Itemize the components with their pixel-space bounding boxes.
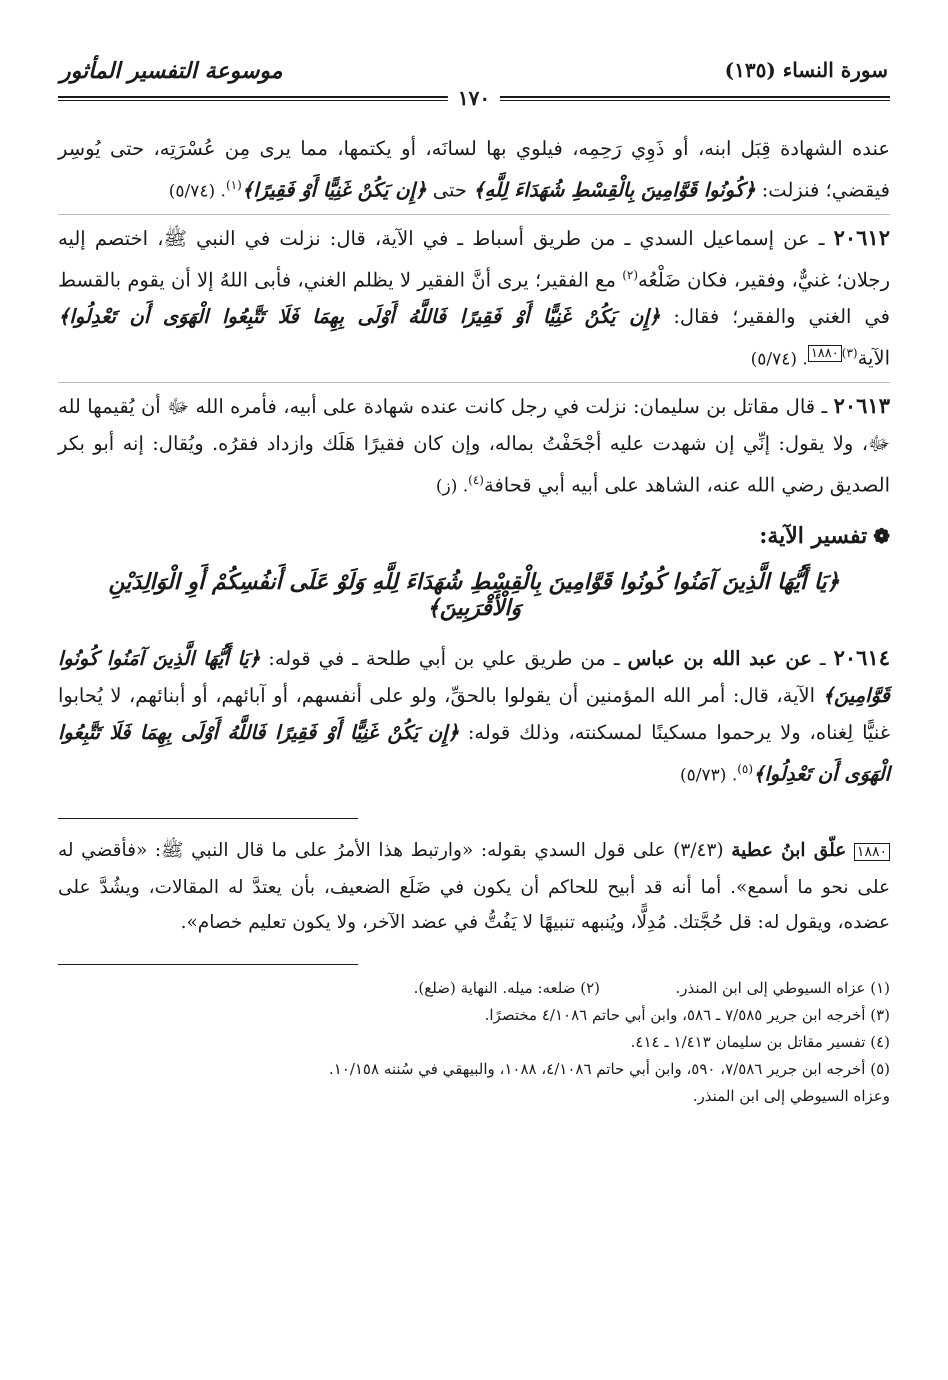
footnote-separator-wrap	[58, 940, 890, 975]
note-separator	[58, 818, 358, 819]
footnote-marker: (٤)	[468, 472, 484, 487]
paragraph-text: الآية	[857, 346, 890, 370]
footnote-separator	[58, 964, 358, 965]
narration-dash: ـ	[809, 226, 834, 250]
page-header	[58, 56, 890, 110]
footnote-3: (٣) أخرجه ابن جرير ٧/٥٨٥ ـ ٥٨٦، وابن أبي حاتم ٤/١٠٨٦ مختصرًا.	[484, 1005, 890, 1024]
note-separator-wrap	[58, 798, 890, 833]
note-text: (٣/٤٣) على قول السدي بقوله: «وارتبط هذا الأمرُ على ما قال النبي ﷺ: «فأقضي له على نحو ما أسمع». أما أنه قد أبيح للحاكم أن يكون في ضَلَع الضعيف، بأن يعتدَّ له المقالات، ويشُدَّ على عضده، ويقول له: قل حُجَّتك. مُدِلًّا، ويُنبهه تنبيهًا لا يَفُتُّ في عضد الآخر، ولا يكون تعليم خصام».	[58, 839, 890, 933]
quran-quote: ﴿إِن يَكُنْ غَنِيًّا أَوْ فَقِيرًا فَاللَّهُ أَوْلَى بِهِمَا فَلَا تَتَّبِعُوا الْهَوَى أَن تَعْدِلُوا﴾	[58, 305, 661, 328]
volume-reference: . (٥/٧٤)	[168, 181, 226, 202]
quran-quote: ﴿إِن يَكُنْ غَنِيًّا أَوْ فَقِيرًا فَاللَّهُ أَوْلَى بِهِمَا فَلَا تَتَّبِعُوا الْهَوَى أَن تَعْدِلُوا﴾	[58, 721, 890, 786]
paragraph-text: عنده الشهادة قِبَل ابنه، أو ذَوِي رَحِمِه، فيلوي بها لسانَه، أو يكتمها، مما يرى مِن عُسْرَتِه، حتى يُوسِر فيقضي؛ فنزلت:	[58, 137, 890, 202]
footnote-2: (٢) ضلعه: ميله. النهاية (ضلع).	[413, 978, 600, 997]
footnote-1: (١) عزاه السيوطي إلى ابن المنذر.	[675, 978, 890, 997]
footnote-5: (٥) أخرجه ابن جرير ٧/٥٨٦، ٥٩٠، وابن أبي حاتم ٤/١٠٨٦، ١٠٨٨، والبيهقي في سُننه ١٠/١٥٨.	[328, 1059, 890, 1078]
section-title: تفسير الآية:	[759, 523, 868, 549]
narration-number: ٢٠٦١٣	[833, 392, 890, 418]
scholar-note	[58, 833, 890, 940]
main-content	[58, 130, 890, 1110]
quran-quote: ﴿كُونُوا قَوَّامِينَ بِالْقِسْطِ شُهَدَاءَ لِلَّهِ﴾	[473, 178, 756, 202]
narration-20613	[58, 382, 890, 506]
footnote-4: (٤) تفسير مقاتل بن سليمان ١/٤١٣ ـ ٤١٤.	[630, 1032, 890, 1051]
paragraph-continuation	[58, 130, 890, 211]
narration-number: ٢٠٦١٢	[833, 224, 890, 250]
quran-quote: ﴿يَا أَيُّهَا الَّذِينَ آمَنُوا كُونُوا قَوَّامِينَ﴾	[58, 647, 890, 707]
book-title: موسوعة التفسير المأثور	[60, 58, 283, 84]
page-number: ١٧٠	[448, 86, 500, 110]
quran-quote: ﴿إِن يَكُنْ غَنِيًّا أَوْ فَقِيرًا﴾	[241, 178, 427, 202]
note-marker-box: ١٨٨٠	[854, 843, 890, 861]
narration-20612	[58, 214, 890, 379]
narration-dash: ـ	[811, 647, 834, 670]
footnote-marker: (١)	[225, 178, 242, 192]
volume-reference: . (ز)	[435, 476, 469, 496]
narrator-source: عن إسماعيل السدي	[639, 226, 810, 250]
volume-reference: . (٥/٧٣)	[680, 765, 738, 786]
surah-title: سورة النساء (١٣٥)	[724, 58, 888, 82]
footnote-marker: (٥)	[737, 762, 754, 776]
narration-dash: ـ	[815, 394, 834, 418]
paragraph-text: ـ من طريق علي بن أبي طلحة ـ في قوله:	[268, 647, 628, 670]
note-marker-box: ١٨٨٠	[808, 345, 842, 362]
note-lead: علّق ابنُ عطية	[731, 839, 847, 861]
footnote-row	[58, 975, 890, 1002]
section-heading	[58, 523, 890, 549]
paragraph-text: مع الفقير؛ يرى أنَّ الفقير لا يظلم الغني، فأبى اللهُ إلا أن يقوم بالقسط في الغني والفقير؛ فقال:	[58, 268, 890, 328]
document-page	[58, 56, 890, 1110]
paragraph-text: حتى	[432, 178, 467, 202]
footnotes	[58, 975, 890, 1110]
narration-20614	[58, 639, 890, 795]
narration-number: ٢٠٦١٤	[833, 645, 890, 670]
paragraph-text: قال مقاتل بن سليمان: نزلت في رجل كانت عنده شهادة على أبيه، فأمره الله ﷻ أن يُقيمها لله ﷻ، ولا يقول: إنِّي إن شهدت عليه أجْحَفْتُ بماله، وإن كان فقيرًا هَلَك وازداد فقرُه. ويُقال: إنه أبو بكر الصديق رضي الله عنه، الشاهد على أبيه أبي قحافة	[58, 394, 890, 496]
narrator-source: عن عبد الله بن عباس	[627, 647, 812, 670]
footnote-marker: (٢)	[622, 267, 639, 282]
ayah-text: ﴿يَا أَيُّهَا الَّذِينَ آمَنُوا كُونُوا قَوَّامِينَ بِالْقِسْطِ شُهَدَاءَ لِلَّهِ وَلَوْ عَلَى أَنفُسِكُمْ أَوِ الْوَالِدَيْنِ وَالْأَقْرَبِينَ﴾	[108, 569, 840, 621]
paragraph-text: الآية، قال: أمر الله المؤمنين أن يقولوا بالحقِّ، ولو على أنفسهم، أو آبائهم، أو أبنائهم، لا يُحابوا غنيًّا لِغناه، ولا يرحموا مسكينًا لمسكنته، وذلك قوله:	[58, 684, 891, 744]
flower-icon: ❁	[873, 524, 890, 548]
footnote-marker: (٣)	[841, 346, 858, 360]
footnote-5-continued: وعزاه السيوطي إلى ابن المنذر.	[692, 1086, 890, 1105]
volume-reference: . (٥/٧٤)	[750, 349, 808, 370]
paragraph-text: ـ من طريق أسباط ـ في الآية، قال: نزلت في النبي ﷺ، اختصم إليه رجلان؛ غنيٌّ، وفقير، فكان ضَلْعُه	[58, 226, 890, 291]
